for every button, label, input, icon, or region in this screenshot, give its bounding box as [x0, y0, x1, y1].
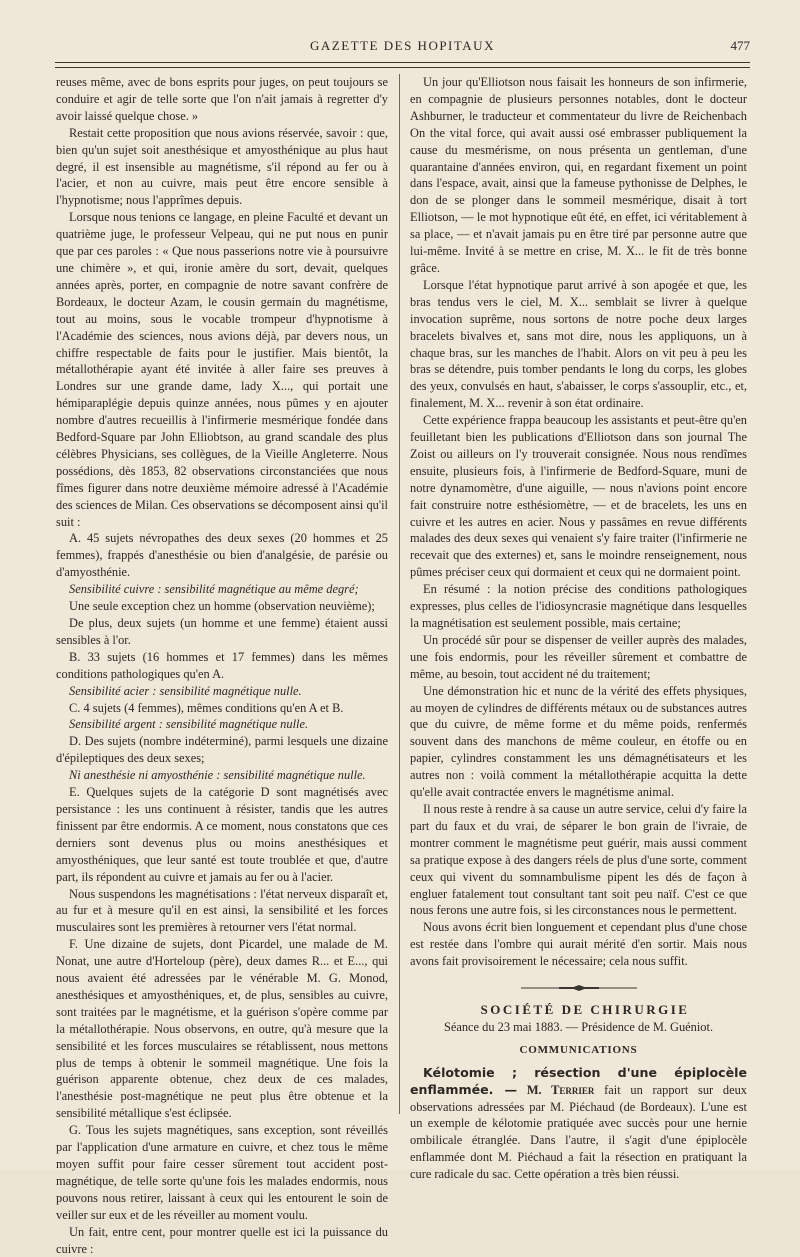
paragraph: Il nous reste à rendre à sa cause un autre service, celui d'y faire la part du faux et du vrai, de séparer le bon grain de l'ivraie, de montrer comment le magnétisme peut guérir, mais aussi comment sa pratique expose à des dangers réels de plus d'une sorte, comment ceux qui vivent du somnambulisme pipent les dés de façon à engluer fatalement tout consultant tant soit peu naïf. C'est ce que nous ferons une autre fois, si les circonstances nous le permettent. — [410, 801, 747, 918]
paragraph: Cette expérience frappa beaucoup les assistants et peut-être qu'en feuilletant bien les publications d'Elliotson dans son journal The Zoist ou ailleurs on l'y trouverait consignée. Nous nous rendîmes ensuite, plusieurs fois, à l'infirmerie de Bedford-Square, muni de notre dynamomètre, d'une aiguille, — nous n'avions point encore fait construire notre esthésiomètre, — et de bracelets, les uns en cuivre et les autres en acier. Nous y passâmes en revue différents malades des deux sexes qui venaient s'y faire traiter (l'infirmerie ne recevait que des externes) et, sans le moindre renseignement, nous pûmes préciser ceux qui dormaient et ceux qui ne dormaient point. — [410, 413, 747, 580]
paragraph-case-f: F. Une dizaine de sujets, dont Picardel, une malade de M. Nonat, une autre d'Horteloup (père), deux dames R... et E..., qui nous avaient été adressées par le vénérable M. G. Monod, anesthésiques et amyosthéniques, et, de plus, sensibles au cuivre, sont traitées par le magnétisme, et la guérison s'opère comme par la métallothérapie. Nous observons, en outre, qu'à mesure que la sensibilité et les forces musculaires se rétablissent, nous mettons plus de temps à obtenir le sommeil magnétique. Une fois la guérison apparente obtenue, chez deux de ces malades, l'anesthésie post-magnétique ne peut plus être obtenue et la sensibilité métallique s'est éclipsée. — [56, 937, 388, 1121]
left-column — [56, 74, 388, 1257]
paragraph: Nous suspendons les magnétisations : l'état nerveux disparaît et, au fur et à mesure qu'il en est ainsi, la sensibilité et les forces musculaires sont les premières à retourner vers l'état normal. — [56, 886, 388, 935]
paragraph: Une démonstration hic et nunc de la vérité des effets physiques, au moyen de cylindres de différents métaux ou de substances autres que du cuivre, de même forme et du même poids, renfermés souvent dans des manchons de même couleur, en étoffe ou en papier, cylindres constamment les uns démagnétisateurs et les autres non : voilà comment la métallothérapie acquitta la dette qu'elle avait contractée envers le magnétisme animal. — [410, 683, 747, 800]
page-number: 477 — [730, 38, 750, 53]
case-c-label: Sensibilité argent : sensibilité magnétique nulle. — [69, 717, 309, 732]
paragraph: Lorsque nous tenions ce langage, en pleine Faculté et devant un quatrième juge, le professeur Velpeau, qui ne put nous en punir que par ces paroles : « Que nous passerions notre vie à poursuivre une chimère », et qui, ironie amère du sort, devait, quelques années après, porter, en compagnie de notre savant confrère de Bordeaux, le docteur Azam, le cousin germain du magnétisme, tout au moins, sous le vocable trompeur d'hypnotisme à l'Académie des sciences, nous avions déjà, par devers nous, un chiffre respectable de faits pour le justifier. Mais bientôt, la métallothérapie ayant été invitée à aller faire ses preuves à Londres sur une grande dame, lady X..., qui portait une hémiparaplégie depuis quinze années, nous pûmes y en ajouter nombre d'autres recueillis à l'infirmerie mesmérique fondée dans Bedford-Square par John Elliobtson, au grand scandale des plus célèbres Physicians, ses collègues, de la Vieille Angleterre. Nous possédions, dès 1853, 82 observations circonstanciées que nous fîmes figurer dans notre deuxième mémoire adressé à l'Académie des sciences de Milan. Ces observations se décomposent ainsi qu'il suit : — [56, 210, 388, 529]
paragraph-case-g: G. Tous les sujets magnétiques, sans exception, sont réveillés par l'application d'une armature en cuivre, et chez tous le même moyen suffit pour faire cesser sûrement tout accident post-magnétique, de telle sorte qu'une fois les malades endormis, nous pouvons nous retirer, laissant à ceux qui les entourent le soin de veiller sur eux et de les réveiller au moment voulu. — [56, 1123, 388, 1222]
case-b-label: Sensibilité acier : sensibilité magnétique nulle. — [69, 683, 302, 698]
paragraph-case-b: B. 33 sujets (16 hommes et 17 femmes) dans les mêmes conditions pathologiques qu'en A. — [56, 649, 388, 681]
paragraph: Lorsque l'état hypnotique parut arrivé à son apogée et que, les bras tendus vers le ciel, M. X... semblait se livrer à quelque invocation suprême, nous sortons de notre poche deux larges bracelets bivalves et, sans mot dire, nous les appliquons, un à chaque bras, sur les manches de l'habit. Alors on vit peu à peu les bras se détendre, puis tomber pendants le long du corps, les globes des yeux, convulsés en haut, s'abaisser, le corps s'assouplir, etc., et, finalement, M. X... revenir à son état ordinaire. — [410, 277, 747, 411]
paragraph: De plus, deux sujets (un homme et une femme) étaient aussi sensibles à l'or. — [56, 616, 388, 647]
session-line: Séance du 23 mai 1883. — Présidence de M. Guéniot. — [443, 1019, 714, 1034]
section-ornament — [519, 984, 639, 992]
paragraph: Nous avons écrit bien longuement et cependant plus d'une chose est restée dans l'ombre qui aurait mérité d'en sortir. Mais nous avons fait provisoirement le nécessaire; cela nous suffit. — [410, 920, 747, 969]
paragraph-case-c: C. 4 sujets (4 femmes), mêmes conditions qu'en A et B. — [69, 700, 344, 715]
paragraph-case-d: D. Des sujets (nombre indéterminé), parmi lesquels une dizaine d'épileptiques des deux sexes; — [56, 734, 388, 766]
paragraph: Un procédé sûr pour se dispenser de veiller auprès des malades, une fois endormis, pour les réveiller sûrement et combattre de même, au besoin, tout accident né du traitement; — [410, 632, 747, 681]
case-a-label: Sensibilité cuivre : sensibilité magnétique au même degré; — [69, 582, 359, 597]
paragraph: En résumé : la notion précise des conditions pathologiques expresses, plus celles de l'idiosyncrasie magnétique dans lesquelles la magnétisation est seulement possible, mais certaine; — [410, 582, 747, 630]
header-rule — [55, 62, 750, 68]
article-title: Kélotomie ; résection d'une épiplocèle enflammée. — — [410, 1064, 747, 1097]
article-author: M. Terrier — [526, 1082, 595, 1097]
case-d-label: Ni anesthésie ni amyosthénie : sensibilité magnétique nulle. — [69, 768, 366, 783]
article-paragraph — [410, 1065, 747, 1183]
paragraph: Un fait, entre cent, pour montrer quelle est ici la puissance du cuivre : — [56, 1224, 388, 1256]
right-column — [410, 74, 747, 1183]
communications-heading: COMMUNICATIONS — [519, 1043, 638, 1056]
paragraph-case-e: E. Quelques sujets de la catégorie D sont magnétisés avec persistance : les uns continuent à résister, tandis que les autres finissent par être endormis. A ce moment, nous constatons que ces derniers sont devenus plus ou moins anesthésiques et amyosthéniques, que leur santé est toute troublée et que, d'autre part, ils répondent au cuivre et jamais au fer ou à l'acier. — [56, 785, 388, 884]
running-title: GAZETTE DES HOPITAUX — [310, 38, 495, 53]
column-divider — [399, 74, 400, 1114]
paragraph-case-a: A. 45 sujets névropathes des deux sexes (20 hommes et 25 femmes), frappés d'anesthésie ou bien d'analgésie, de parésie ou d'amyosthénie. — [56, 531, 388, 580]
paragraph: reuses même, avec de bons esprits pour juges, on peut toujours se conduire et agir de telle sorte que l'on n'ait jamais à regretter d'y avoir laissé quelque chose. » — [56, 75, 388, 123]
paragraph: Restait cette proposition que nous avions réservée, savoir : que, bien qu'un sujet soit anesthésique et amyosthénique au plus haut degré, il est insensible au magnétisme, s'il répond au fer ou à l'acier, et non au cuivre, mais peut être encore sensible à l'hypnotisme; nous l'apprîmes depuis. — [56, 125, 388, 208]
section-title: SOCIÉTÉ DE CHIRURGIE — [480, 1002, 690, 1018]
article-body: fait un rapport sur deux observations adressées par M. Piéchaud (de Bordeaux). L'une est un exemple de kélotomie pratiquée avec succès pour une hernie ombilicale étranglée. Dans l'autre, il s'agit d'une épiplocèle enflammée dont M. Piéchaud a fait la résection en pratiquant la cure radicale du sac. Cette opération a très bien réussi. — [410, 1082, 747, 1182]
paragraph: Un jour qu'Elliotson nous faisait les honneurs de son infirmerie, en compagnie de plusieurs personnes notables, dont le docteur Ashburner, le traducteur et commentateur du livre de Reichenbach On the vital force, qui avait aussi osé embrasser publiquement la cause du mesmérisme, on nous présenta un gentleman, d'une quarantaine d'années environ, qui, en regardant fixement un point dans l'espace, avait, ainsi que la fameuse pythonisse de Delphes, le don de se plonger dans le sommeil mesmérique, disait à tort Elliotson, — le mot hypnotique eût été, en effet, ici véritablement à sa place, — et n'avait jamais pu en être tiré par personne autre que lui-même. Invité à se mettre en crise, M. X... le fit de très bonne grâce. — [410, 75, 747, 275]
paragraph: Une seule exception chez un homme (observation neuvième); — [69, 599, 375, 614]
page-header — [55, 38, 750, 60]
